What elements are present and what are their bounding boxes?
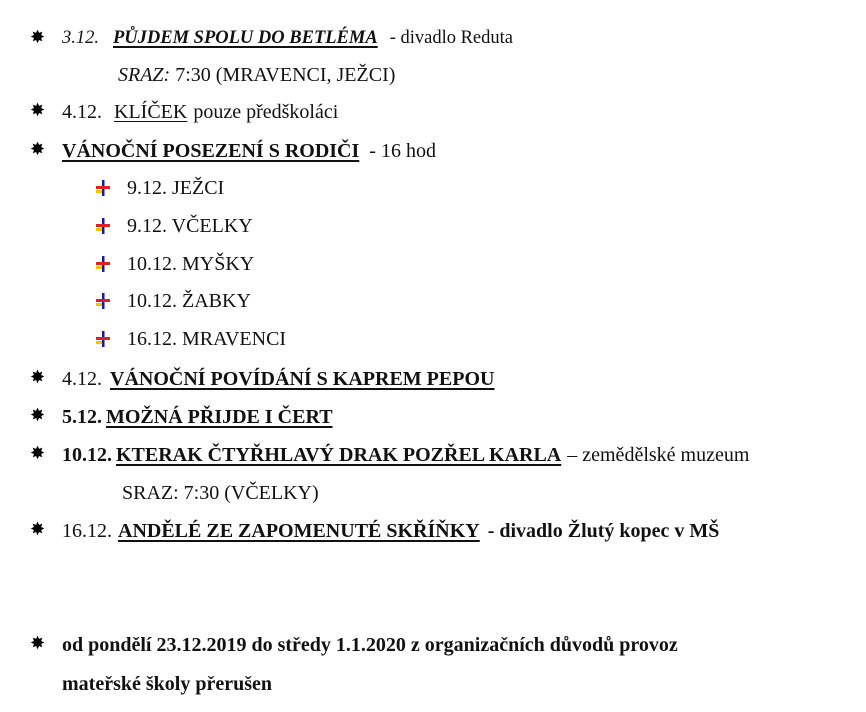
event-6-rest: – zemědělské muzeum (567, 444, 750, 466)
notice-line-1: od pondělí 23.12.2019 do středy 1.1.2020 z organizačních důvodů provoz (62, 634, 678, 656)
event-7-title: ANDĚLÉ ZE ZAPOMENUTÉ SKŘÍŇKY (118, 520, 480, 542)
event-1-date: 3.12. (62, 28, 99, 48)
event-7-rest: - divadlo Žlutý kopec v MŠ (487, 520, 720, 542)
event-4-date: 4.12. (62, 368, 102, 390)
event-5-title: MOŽNÁ PŘIJDE I ČERT (106, 406, 333, 428)
event-1-meet-value: 7:30 (MRAVENCI, JEŽCI) (175, 64, 396, 86)
event-6-title: KTERAK ČTYŘHLAVÝ DRAK POZŘEL KARLA (116, 444, 562, 466)
event-1-meet-label: SRAZ: (118, 64, 171, 86)
star-bullet-icon: ✸ (30, 405, 46, 425)
event-3-rest: - 16 hod (369, 140, 436, 162)
sub-item: 10.12. MYŠKY (127, 253, 255, 275)
event-2-rest: pouze předškoláci (193, 101, 339, 123)
arrow-down-icon (96, 256, 110, 272)
event-6 (62, 445, 749, 465)
event-7-date: 16.12. (62, 520, 112, 542)
sub-item: 9.12. JEŽCI (127, 177, 225, 199)
arrow-down-icon (96, 293, 110, 309)
sub-item: 9.12. VČELKY (127, 215, 253, 237)
event-4 (62, 369, 494, 389)
star-bullet-icon: ✸ (30, 519, 46, 539)
sub-item: 16.12. MRAVENCI (127, 328, 287, 350)
star-bullet-icon: ✸ (30, 367, 46, 387)
arrow-down-icon (96, 180, 110, 196)
event-6-meet: SRAZ: 7:30 (VČELKY) (122, 482, 319, 504)
arrow-down-icon (96, 218, 110, 234)
star-bullet-icon: ✸ (30, 443, 46, 463)
notice-line-2: mateřské školy přerušen (62, 673, 272, 695)
event-5 (62, 407, 333, 427)
event-1 (62, 29, 513, 48)
arrow-down-icon (96, 331, 110, 347)
event-3-title: VÁNOČNÍ POSEZENÍ S RODIČI (62, 140, 360, 162)
event-5-date: 5.12. (62, 406, 102, 428)
event-2 (62, 102, 338, 122)
event-1-title: PŮJDEM SPOLU DO BETLÉMA (113, 28, 378, 48)
event-1-meet (118, 65, 395, 85)
event-6-date: 10.12. (62, 444, 112, 466)
star-bullet-icon: ✸ (30, 139, 46, 159)
event-7 (62, 521, 719, 541)
event-4-title: VÁNOČNÍ POVÍDÁNÍ S KAPREM PEPOU (110, 368, 495, 390)
event-2-date: 4.12. (62, 101, 102, 123)
event-2-title: KLÍČEK (114, 101, 188, 123)
star-bullet-icon: ✸ (30, 100, 46, 120)
sub-item: 10.12. ŽABKY (127, 290, 251, 312)
event-3 (62, 141, 436, 161)
star-bullet-icon: ✸ (30, 633, 46, 653)
event-1-rest: - divadlo Reduta (389, 28, 513, 48)
star-bullet-icon: ✸ (30, 27, 46, 47)
